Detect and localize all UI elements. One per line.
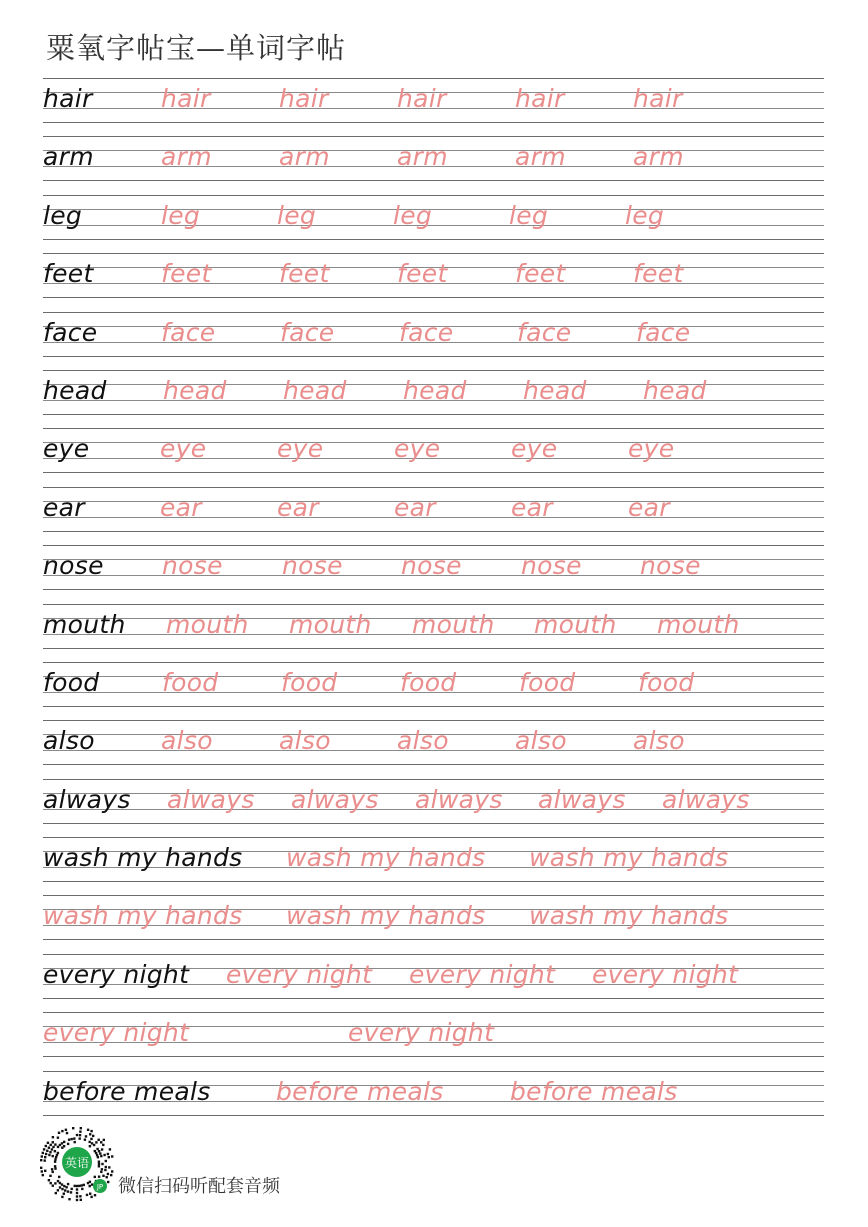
trace-word: feet	[161, 259, 212, 289]
practice-row	[43, 312, 824, 370]
model-word: before meals	[43, 1076, 211, 1106]
practice-row	[43, 195, 824, 253]
trace-word: food	[281, 667, 338, 697]
trace-word: arm	[397, 142, 448, 172]
guide-line	[43, 998, 824, 999]
guide-line	[43, 239, 824, 240]
trace-word: wash my hands	[529, 843, 729, 873]
trace-word: leg	[277, 200, 317, 230]
trace-word: arm	[633, 142, 684, 172]
trace-word: every night	[348, 1018, 495, 1048]
guide-line	[43, 1012, 824, 1013]
trace-word: face	[161, 317, 216, 347]
trace-word: always	[538, 784, 626, 814]
trace-word: before meals	[510, 1076, 678, 1106]
guide-line	[43, 720, 824, 721]
trace-word: every night	[409, 959, 556, 989]
page-title: 粟氧字帖宝—单词字帖	[46, 31, 347, 65]
trace-word: eye	[277, 434, 324, 464]
trace-word: ear	[511, 492, 553, 522]
trace-word: always	[415, 784, 503, 814]
guide-line	[43, 779, 824, 780]
practice-row	[43, 954, 824, 1012]
footer-caption: 微信扫码听配套音频	[118, 1176, 280, 1197]
trace-word: eye	[628, 434, 675, 464]
model-word: ear	[43, 492, 85, 522]
guide-line	[43, 662, 824, 663]
guide-line	[43, 122, 824, 123]
guide-line	[43, 78, 824, 79]
practice-row	[43, 428, 824, 486]
trace-word: food	[162, 667, 219, 697]
practice-row	[43, 604, 824, 662]
practice-row	[43, 1012, 824, 1070]
trace-word: feet	[515, 259, 566, 289]
model-word: also	[43, 726, 95, 756]
trace-word: hair	[279, 84, 329, 113]
qr-corner-label: JP	[96, 1183, 104, 1191]
trace-word: also	[633, 726, 685, 756]
qr-code-icon[interactable]	[40, 1126, 116, 1202]
trace-word: ear	[628, 492, 670, 522]
trace-word: always	[662, 784, 750, 814]
trace-word: also	[161, 726, 213, 756]
guide-line	[43, 1071, 824, 1072]
practice-row	[43, 78, 824, 136]
guide-line	[43, 356, 824, 357]
guide-line	[43, 136, 824, 137]
guide-line	[43, 180, 824, 181]
practice-row	[43, 895, 824, 953]
trace-word: hair	[515, 84, 565, 113]
model-word: arm	[43, 142, 94, 172]
guide-line	[43, 195, 824, 196]
trace-word: before meals	[276, 1076, 444, 1106]
trace-word: leg	[161, 200, 201, 230]
trace-word: also	[397, 726, 449, 756]
guide-line	[43, 472, 824, 473]
guide-line	[43, 939, 824, 940]
trace-word: every night	[43, 1018, 190, 1048]
trace-word: mouth	[166, 609, 249, 639]
guide-line	[43, 487, 824, 488]
guide-line	[43, 1056, 824, 1057]
trace-word: head	[283, 375, 347, 405]
practice-row	[43, 253, 824, 311]
trace-word: head	[403, 375, 467, 405]
guide-line	[43, 414, 824, 415]
trace-word: nose	[640, 551, 701, 581]
practice-row	[43, 837, 824, 895]
model-word: eye	[43, 434, 90, 464]
trace-word: hair	[633, 84, 683, 113]
model-word: head	[43, 375, 107, 405]
guide-line	[43, 648, 824, 649]
trace-word: food	[638, 667, 695, 697]
model-word: feet	[43, 259, 94, 289]
guide-line	[43, 253, 824, 254]
practice-row	[43, 487, 824, 545]
practice-row	[43, 1071, 824, 1129]
guide-line	[43, 428, 824, 429]
trace-word: nose	[162, 551, 223, 581]
trace-word: mouth	[534, 609, 617, 639]
trace-word: face	[636, 317, 691, 347]
trace-word: eye	[511, 434, 558, 464]
guide-line	[43, 895, 824, 896]
trace-word: mouth	[657, 609, 740, 639]
guide-line	[43, 837, 824, 838]
guide-line	[43, 531, 824, 532]
trace-word: eye	[394, 434, 441, 464]
trace-word: face	[517, 317, 572, 347]
trace-word: nose	[521, 551, 582, 581]
trace-word: wash my hands	[286, 901, 486, 931]
guide-line	[43, 881, 824, 882]
trace-word: mouth	[412, 609, 495, 639]
model-word: wash my hands	[43, 843, 243, 873]
trace-word: leg	[393, 200, 433, 230]
trace-word: always	[291, 784, 379, 814]
guide-line	[43, 604, 824, 605]
model-word: every night	[43, 959, 190, 989]
practice-row	[43, 545, 824, 603]
trace-word: wash my hands	[529, 901, 729, 931]
practice-row	[43, 136, 824, 194]
trace-word: nose	[401, 551, 462, 581]
trace-word: nose	[282, 551, 343, 581]
trace-word: also	[515, 726, 567, 756]
footer	[40, 1124, 440, 1204]
trace-word: mouth	[289, 609, 372, 639]
qr-badge-label: 英语	[64, 1156, 90, 1170]
practice-rows	[43, 78, 824, 1129]
guide-line	[43, 312, 824, 313]
guide-line	[43, 954, 824, 955]
model-word: hair	[43, 84, 93, 113]
trace-word: arm	[161, 142, 212, 172]
practice-row	[43, 370, 824, 428]
trace-word: food	[519, 667, 576, 697]
model-word: food	[43, 667, 100, 697]
trace-word: eye	[160, 434, 207, 464]
guide-line	[43, 370, 824, 371]
model-word: always	[43, 784, 131, 814]
guide-line	[43, 545, 824, 546]
trace-word: leg	[625, 200, 665, 230]
guide-line	[43, 589, 824, 590]
trace-word: feet	[633, 259, 684, 289]
trace-word: head	[163, 375, 227, 405]
guide-line	[43, 297, 824, 298]
guide-line	[43, 706, 824, 707]
trace-word: head	[523, 375, 587, 405]
trace-word: arm	[279, 142, 330, 172]
trace-word: face	[280, 317, 335, 347]
trace-word: wash my hands	[286, 843, 486, 873]
model-word: face	[43, 317, 98, 347]
guide-line	[43, 1115, 824, 1116]
practice-row	[43, 662, 824, 720]
trace-word: ear	[394, 492, 436, 522]
trace-word: feet	[397, 259, 448, 289]
model-word: leg	[43, 200, 83, 230]
model-word: nose	[43, 551, 104, 581]
trace-word: every night	[592, 959, 739, 989]
guide-line	[43, 823, 824, 824]
trace-word: every night	[226, 959, 373, 989]
practice-row	[43, 779, 824, 837]
trace-word: food	[400, 667, 457, 697]
trace-word: also	[279, 726, 331, 756]
trace-word: ear	[160, 492, 202, 522]
model-word: mouth	[43, 609, 126, 639]
trace-word: feet	[279, 259, 330, 289]
trace-word: always	[167, 784, 255, 814]
practice-row	[43, 720, 824, 778]
trace-word: hair	[161, 84, 211, 113]
trace-word: arm	[515, 142, 566, 172]
guide-line	[43, 764, 824, 765]
trace-word: wash my hands	[43, 901, 243, 931]
trace-word: leg	[509, 200, 549, 230]
trace-word: hair	[397, 84, 447, 113]
trace-word: ear	[277, 492, 319, 522]
trace-word: face	[399, 317, 454, 347]
trace-word: head	[643, 375, 707, 405]
